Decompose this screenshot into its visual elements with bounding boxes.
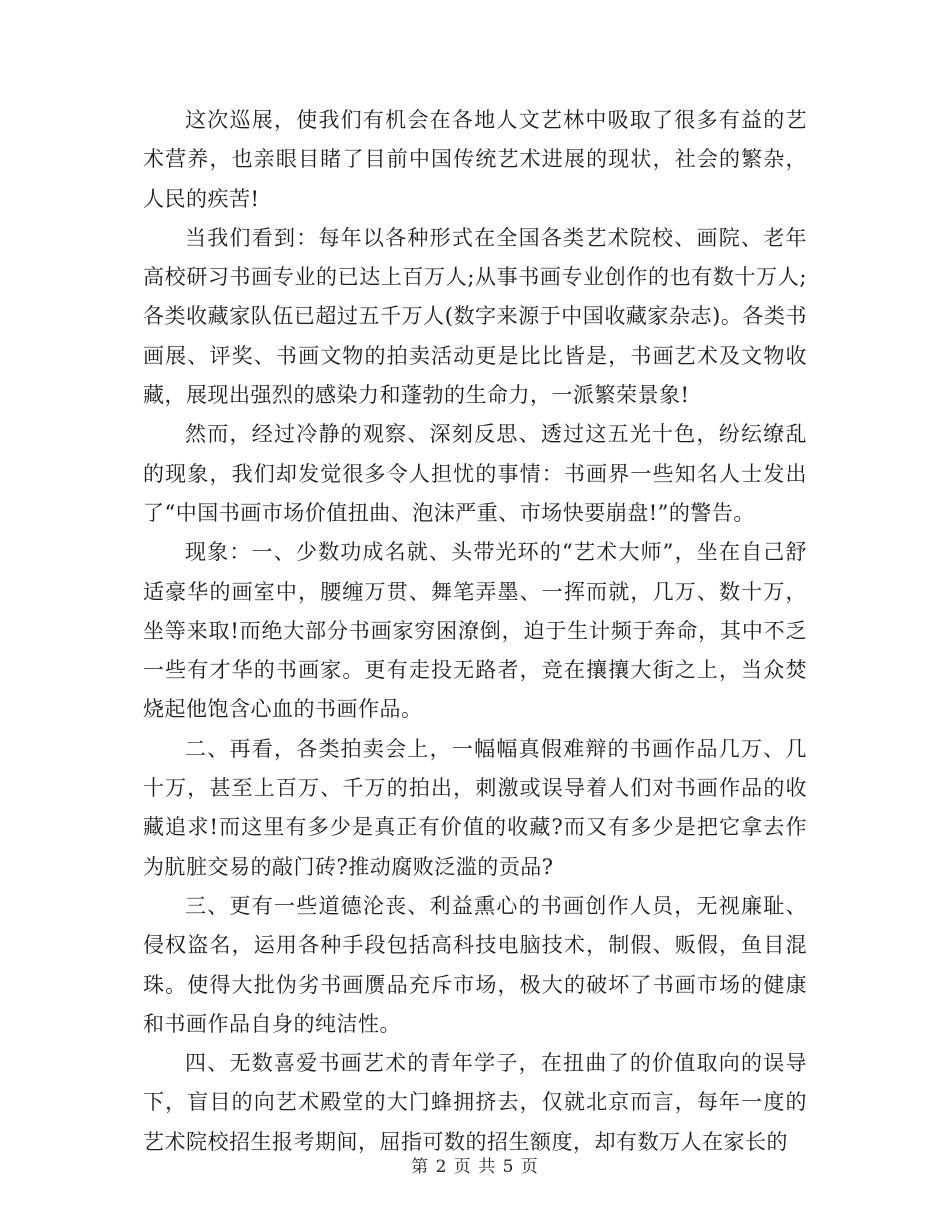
paragraph-4: 现象：一、少数功成名就、头带光环的“艺术大师”，坐在自己舒适豪华的画室中，腰缠万贯、舞笔弄墨、一挥而就，几万、数十万，坐等来取!而绝大部分书画家穷困潦倒，迫于生计频于奔命，其中不乏一些有才华的书画家。更有走投无路者，竞在攘攘大街之上，当众焚烧起他饱含心血的书画作品。 [143, 540, 807, 722]
paragraph-1: 这次巡展，使我们有机会在各地人文艺林中吸取了很多有益的艺术营养，也亲眼目睹了目前中国传统艺术进展的现状，社会的繁杂，人民的疾苦! [143, 108, 807, 211]
document-body [143, 101, 807, 1162]
paragraph-7: 四、无数喜爱书画艺术的青年学子，在扭曲了的价值取向的误导下，盲目的向艺术殿堂的大门蜂拥挤去，仅就北京而言，每年一度的艺术院校招生报考期间，屈指可数的招生额度，却有数万人在家长的 [143, 1051, 807, 1154]
paragraph-2: 当我们看到：每年以各种形式在全国各类艺术院校、画院、老年高校研习书画专业的已达上百万人;从事书画专业创作的也有数十万人;各类收藏家队伍已超过五千万人(数字来源于中国收藏家杂志)。各类书画展、评奖、书画文物的拍卖活动更是比比皆是，书画艺术及文物收藏，展现出强烈的感染力和蓬勃的生命力，一派繁荣景象! [143, 225, 807, 408]
paragraph-3: 然而，经过冷静的观察、深刻反思、透过这五光十色，纷纭缭乱的现象，我们却发觉很多令人担忧的事情：书画界一些知名人士发出了“中国书画市场价值扭曲、泡沫严重、市场快要崩盘!”的警告。 [143, 422, 807, 525]
page-number-footer: 第 2 页 共 5 页 [411, 1157, 539, 1177]
paragraph-6: 三、更有一些道德沦丧、利益熏心的书画创作人员，无视廉耻、侵权盗名，运用各种手段包括高科技电脑技术，制假、贩假，鱼目混珠。使得大批伪劣书画赝品充斥市场，极大的破坏了书画市场的健康和书画作品自身的纯洁性。 [143, 893, 807, 1036]
paragraph-5: 二、再看，各类拍卖会上，一幅幅真假难辩的书画作品几万、几十万，甚至上百万、千万的拍出，刺激或误导着人们对书画作品的收藏追求!而这里有多少是真正有价值的收藏?而又有多少是把它拿去作为肮脏交易的敲门砖?推动腐败泛滥的贡品? [143, 736, 807, 879]
